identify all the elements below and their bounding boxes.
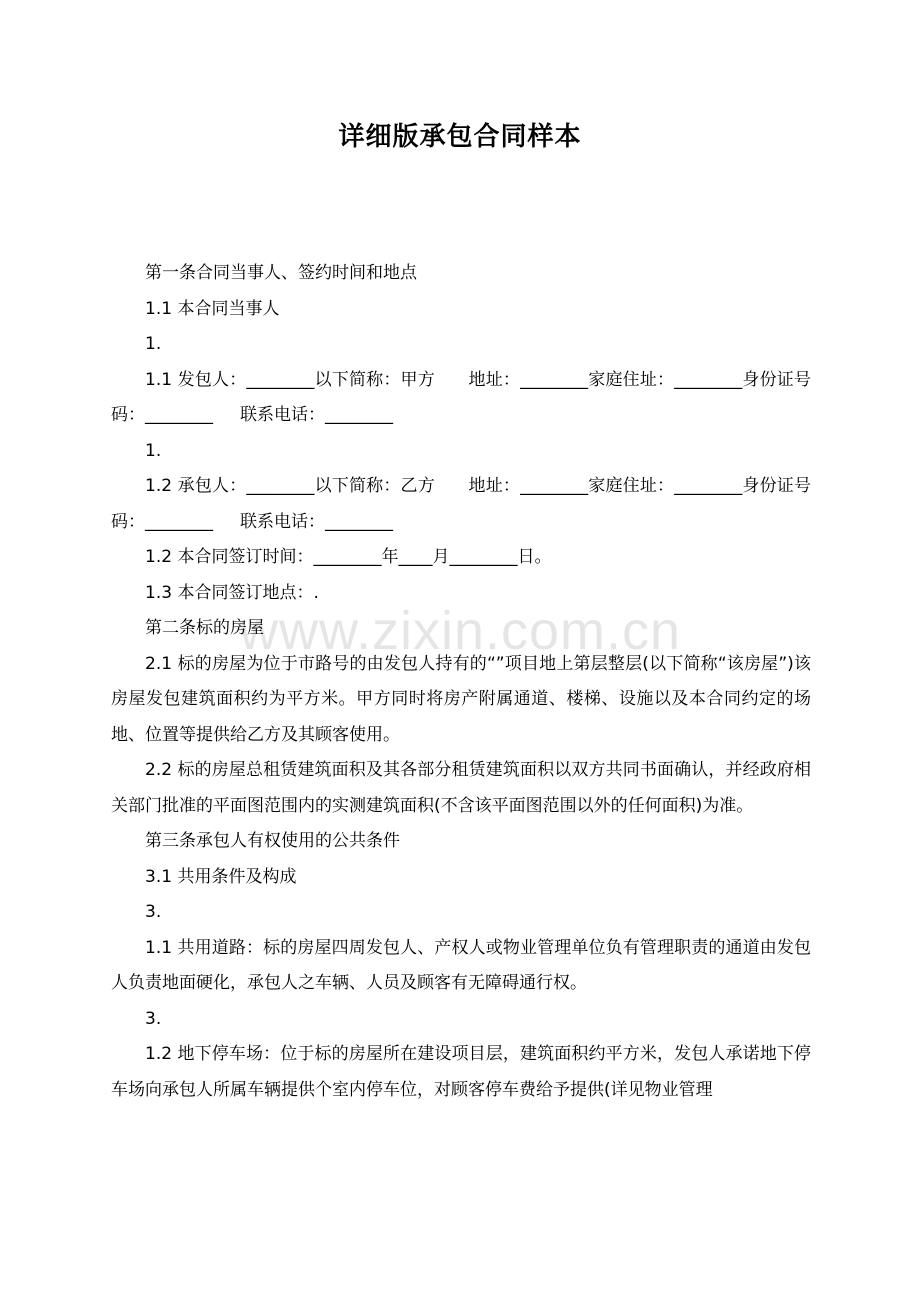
- clause: 1.2 承包人：________以下简称：乙方 地址：________家庭住址：________身份证号码：________ 联系电话：________: [111, 476, 811, 532]
- section-heading: 第一条合同当事人、签约时间和地点: [145, 263, 417, 283]
- clause: 1.1 发包人：________以下简称：甲方 地址：________家庭住址：________身份证号码：________ 联系电话：________: [111, 369, 811, 425]
- clause: 3.1 共用条件及构成: [145, 866, 297, 887]
- clause: 1.: [145, 440, 162, 461]
- clause: 1.1 共用道路：标的房屋四周发包人、产权人或物业管理单位负有管理职责的通道由发包人负责地面硬化，承包人之车辆、人员及顾客有无障碍通行权。: [111, 937, 811, 993]
- clause: 3.: [145, 902, 162, 922]
- clause: 1.1 本合同当事人: [145, 298, 280, 319]
- section-heading: 第二条标的房屋: [145, 618, 264, 638]
- clause: 3.: [145, 1008, 162, 1029]
- clause: 2.2 标的房屋总租赁建筑面积及其各部分租赁建筑面积以双方共同书面确认，并经政府相关部门批准的平面图范围内的实测建筑面积(不含该平面图范围以外的任何面积)为准。: [111, 760, 811, 816]
- clause: 1.3 本合同签订地点：.: [145, 582, 319, 603]
- document-title: 详细版承包合同样本: [338, 122, 582, 152]
- clause: 1.2 本合同签订时间：________年____月________日。: [145, 547, 552, 567]
- clause: 1.: [145, 334, 162, 354]
- clause: 1.2 地下停车场：位于标的房屋所在建设项目层，建筑面积约平方米，发包人承诺地下停车场向承包人所属车辆提供个室内停车位，对顾客停车费给予提供(详见物业管理: [111, 1044, 811, 1100]
- watermark: www.zixin.com.cn: [238, 601, 682, 661]
- document-body: [111, 256, 811, 1108]
- section-heading: 第三条承包人有权使用的公共条件: [145, 831, 400, 851]
- clause: 2.1 标的房屋为位于市路号的由发包人持有的“”项目地上第层整层(以下简称“该房屋”)该房屋发包建筑面积约为平方米。甲方同时将房产附属通道、楼梯、设施以及本合同约定的场地、位置等提供给乙方及其顾客使用。: [111, 653, 811, 745]
